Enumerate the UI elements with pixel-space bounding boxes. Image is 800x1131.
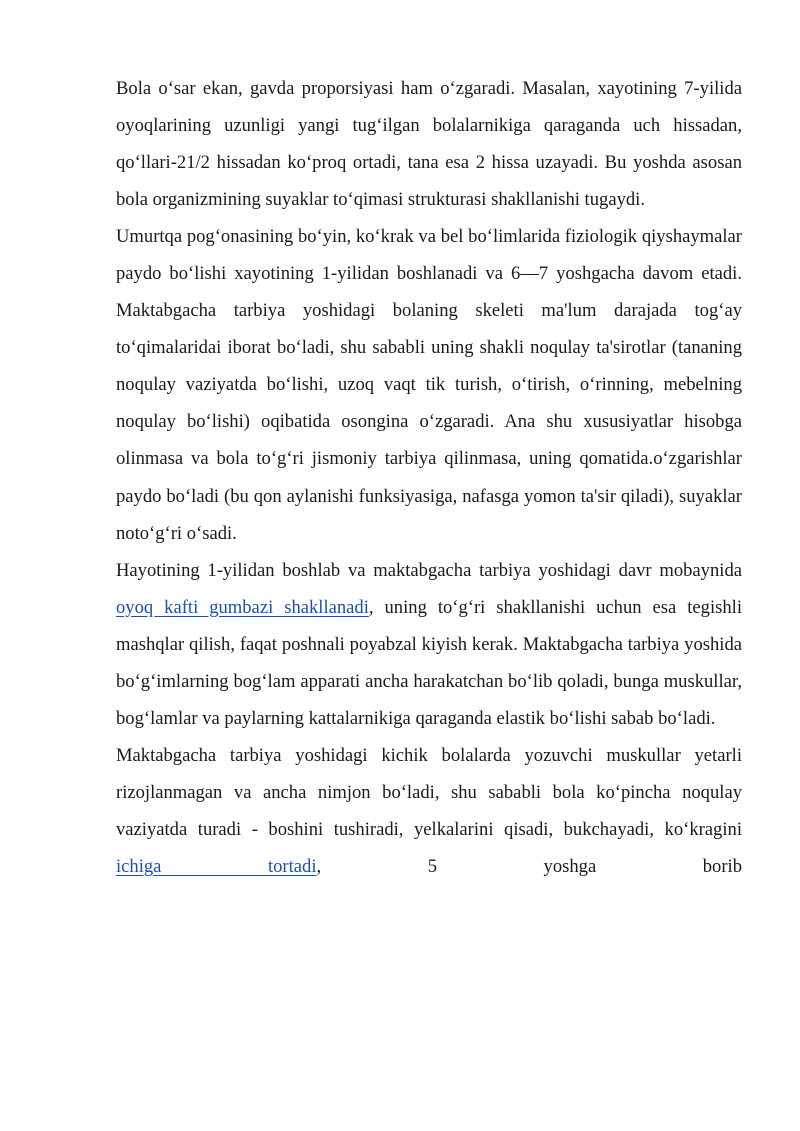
paragraph-4-text-after-link: , 5 yoshga borib — [316, 855, 742, 877]
paragraph-4 — [116, 737, 742, 885]
paragraph-4-text-before-link: Maktabgacha tarbiya yoshidagi kichik bolalarda yozuvchi muskullar yetarli rizojlanmagan va ancha nimjon bo‘ladi, shu sababli bola ko‘pincha noqulay vaziyatda turadi - boshini tushiradi, yelkalarini qisadi, bukchayadi, ko‘kragini — [116, 744, 742, 840]
paragraph-2: Umurtqa pog‘onasining bo‘yin, ko‘krak va bel bo‘limlarida fiziologik qiyshaymalar paydo bo‘lishi xayotining 1-yilidan boshlanadi va 6—7 yoshgacha davom etadi. Maktabgacha tarbiya yoshidagi bolaning skeleti ma'lum darajada tog‘ay to‘qimalaridai iborat bo‘ladi, shu sababli uning shakli noqulay ta'sirotlar (tananing noqulay vaziyatda bo‘lishi, uzoq vaqt tik turish, o‘tirish, o‘rinning, mebelning noqulay bo‘lishi) oqibatida osongina o‘zgaradi. Ana shu xususiyatlar hisobga olinmasa va bola to‘g‘ri jismoniy tarbiya qilinmasa, uning qomatida.o‘zgarishlar paydo bo‘ladi (bu qon aylanishi funksiyasiga, nafasga yomon ta'sir qiladi), suyaklar noto‘g‘ri o‘sadi. — [116, 226, 742, 544]
paragraph-3-text-before-link: Hayotining 1-yilidan boshlab va maktabgacha tarbiya yoshidagi davr mobaynida — [116, 559, 742, 581]
paragraph-1: Bola o‘sar ekan, gavda proporsiyasi ham o‘zgaradi. Masalan, xayotining 7-yilida oyoqlarining uzunligi yangi tug‘ilgan bolalarnikiga qaraganda uch hissadan, qo‘llari-21/2 hissadan ko‘proq ortadi, tana esa 2 hissa uzayadi. Bu yoshda asosan bola organizmining suyaklar to‘qimasi strukturasi shakllanishi tugaydi. — [116, 78, 742, 211]
link-ichiga-tortadi[interactable]: ichiga tortadi — [116, 855, 317, 877]
document-body — [116, 70, 742, 885]
paragraph-3 — [116, 552, 742, 737]
paragraph-3-text-after-link: , uning to‘g‘ri shakllanishi uchun esa tegishli mashqlar qilish, faqat poshnali poyabzal kiyish kerak. Maktabgacha tarbiya yoshida bo‘g‘imlarning bog‘lam apparati ancha harakatchan bo‘lib qoladi, bunga muskullar, bog‘lamlar va paylarning kattalarnikiga qaraganda elastik bo‘lishi sabab bo‘ladi. — [116, 596, 742, 729]
link-oyoq-kafti-gumbazi[interactable]: oyoq kafti gumbazi shakllanadi — [116, 596, 369, 618]
